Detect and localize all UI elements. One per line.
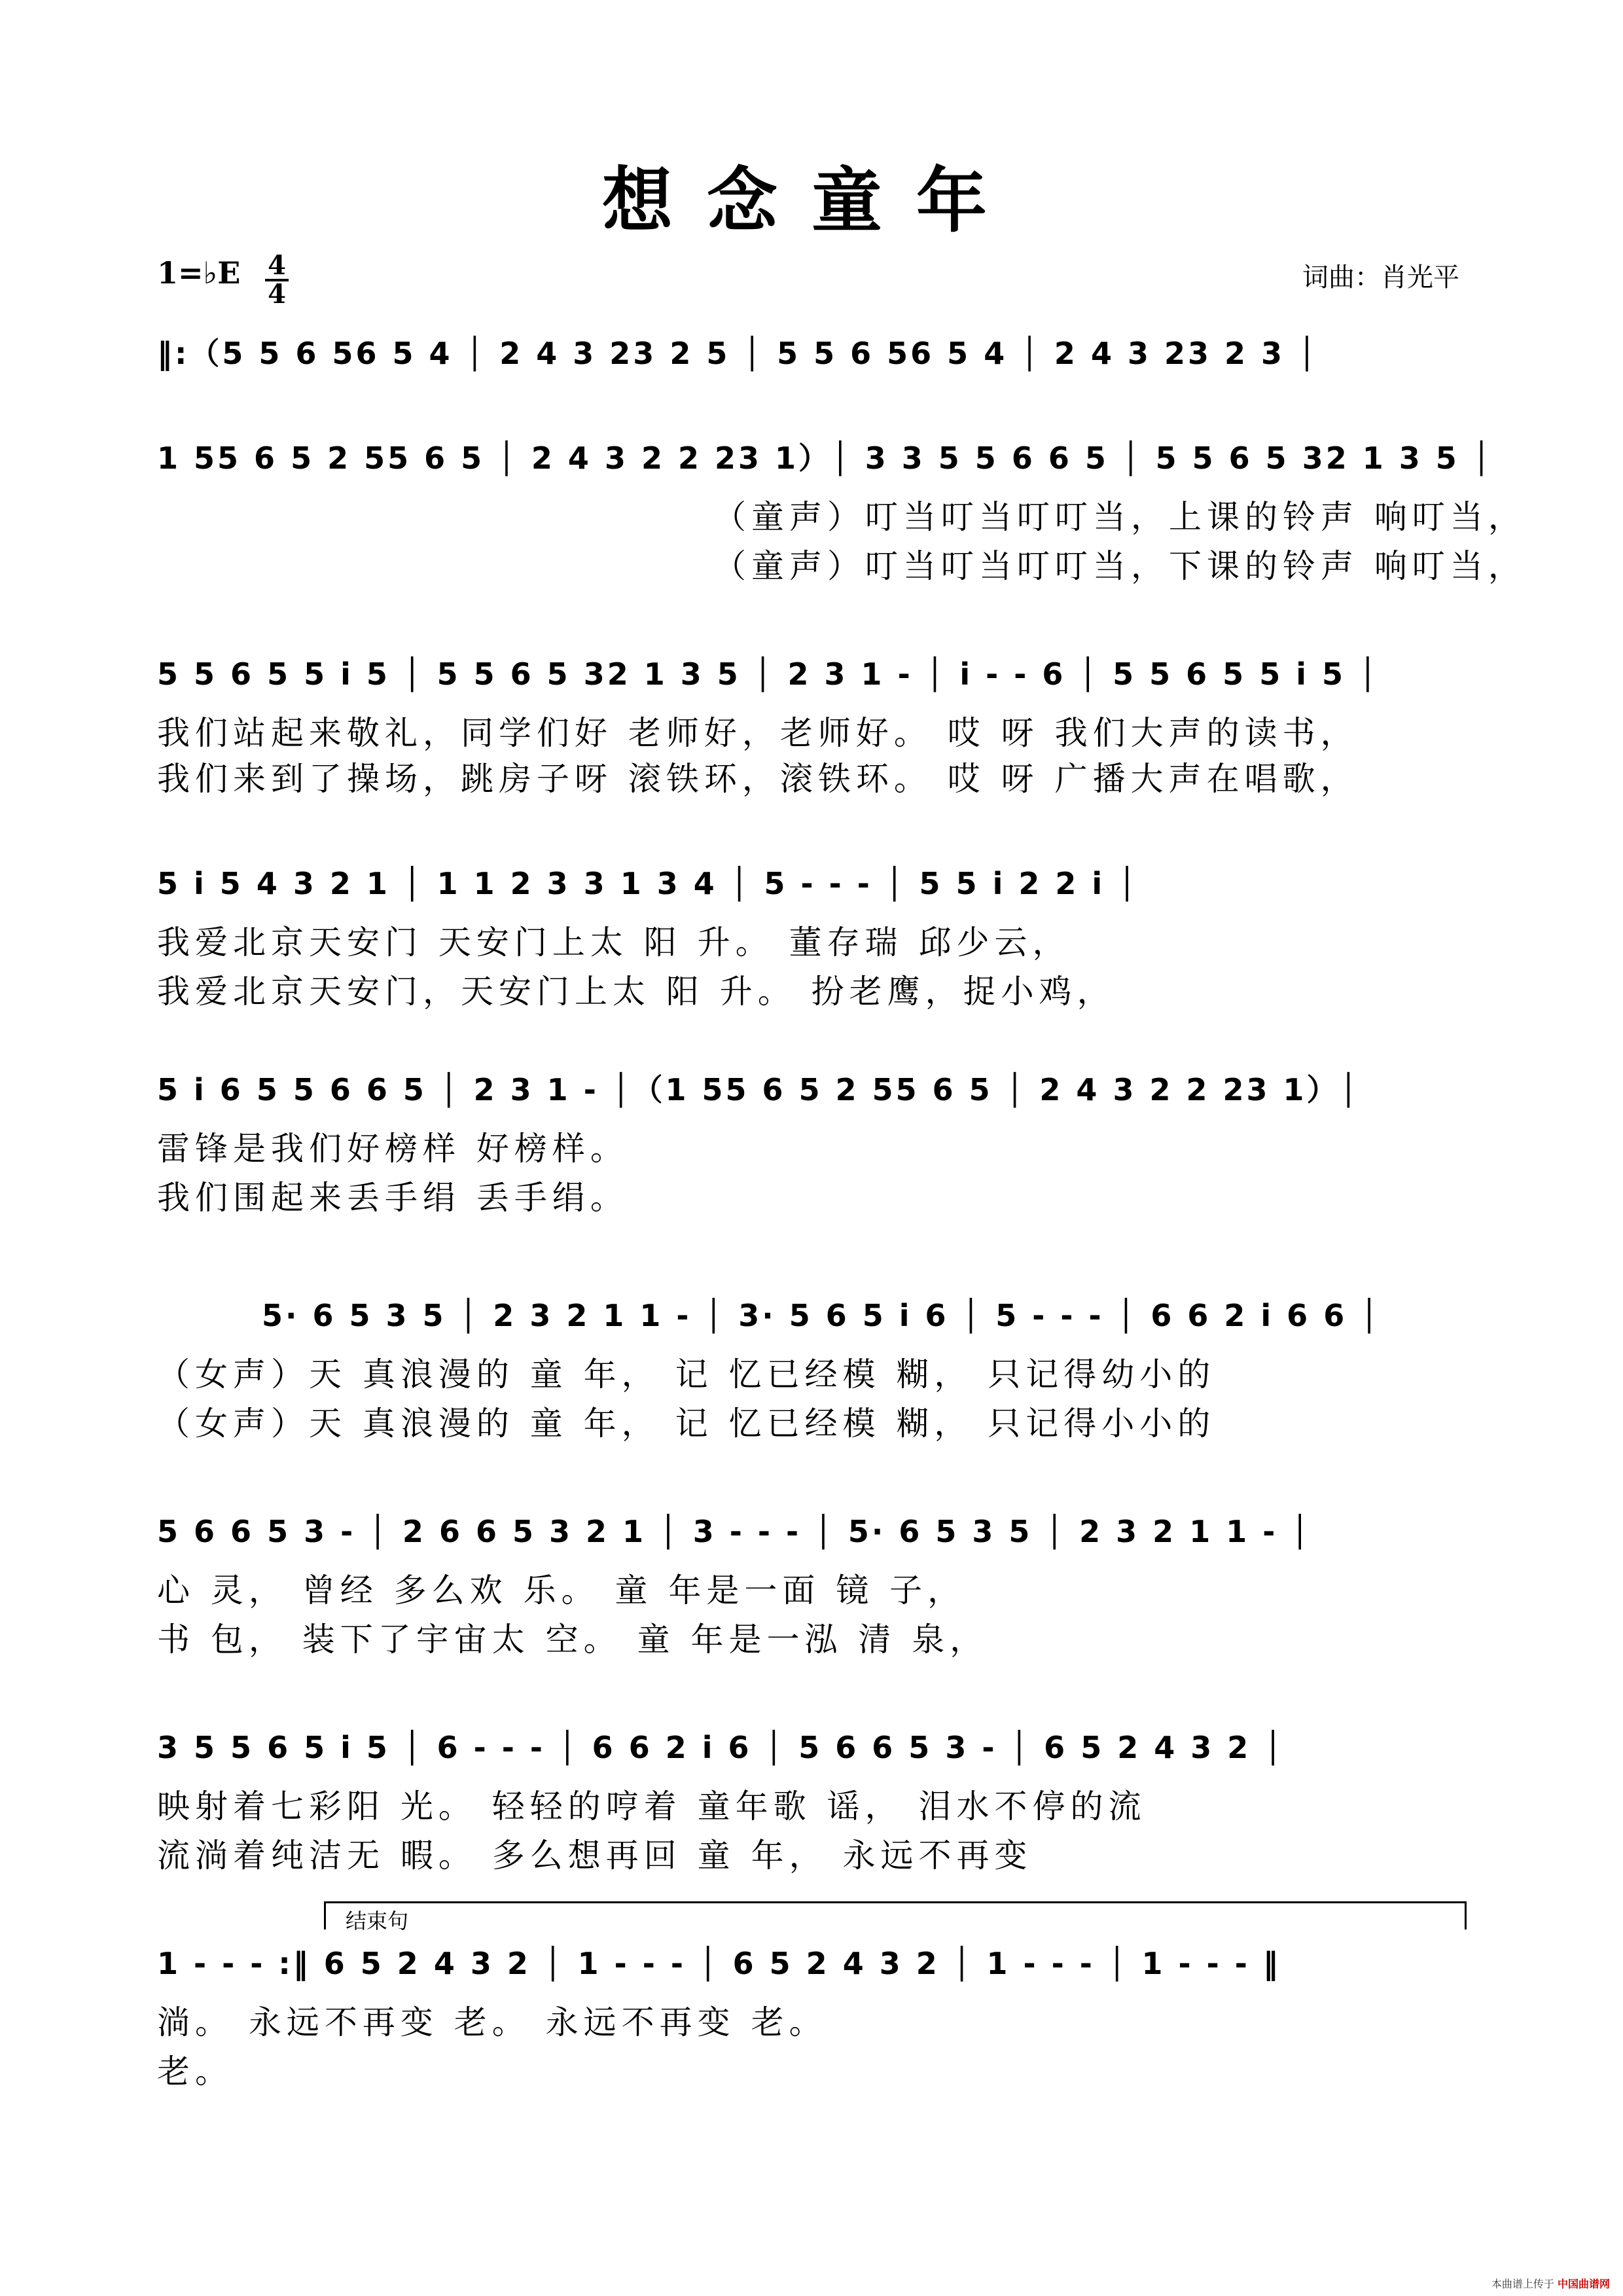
lyric-verse-1: 映射着七彩阳 光。 轻轻的哼着 童年歌 谣， 泪水不停的流 [157, 1787, 1147, 1825]
lyric-verse-2: 我们围起来丢手绢 丢手绢。 [157, 1179, 628, 1217]
footer-site: 中国曲谱网 [1557, 2278, 1610, 2290]
notes-line: 5 5 6 5 5 i 5 │ 5 5 6 5 32 1 3 5 │ 2 3 1 - │ i - - 6 │ 5 5 6 5 5 i 5 │ [157, 656, 1380, 692]
footer-text: 本曲谱上传于 [1491, 2278, 1554, 2290]
lyric-verse-1: 我爱北京天安门 天安门上太 阳 升。 董存瑞 邱少云， [157, 924, 1071, 961]
lyric-verse-1: （女声）天 真浪漫的 童 年， 记 忆已经模 糊， 只记得幼小的 [157, 1355, 1216, 1393]
ending-bracket [324, 1901, 1467, 1933]
lyric-verse-1: 雷锋是我们好榜样 好榜样。 [157, 1130, 628, 1168]
lyric-verse-2: 我们来到了操场，跳房子呀 滚铁环，滚铁环。 哎 呀 广播大声在唱歌， [157, 760, 1359, 798]
lyric-verse-1: 我们站起来敬礼，同学们好 老师好，老师好。 哎 呀 我们大声的读书， [157, 714, 1359, 752]
notes-line: 3 5 5 6 5 i 5 │ 6 - - - │ 6 6 2 i 6 │ 5 6 6 5 3 - │ 6 5 2 4 3 2 │ [157, 1730, 1285, 1765]
lyric-verse-2: 流淌着纯洁无 暇。 多么想再回 童 年， 永远不再变 [157, 1837, 1033, 1874]
time-signature [265, 250, 289, 310]
ending-label: 结束句 [346, 1909, 409, 1933]
lyric-verse-1: 淌。 永远不再变 老。 永远不再变 老。 [157, 2003, 827, 2041]
time-numerator: 4 [265, 253, 289, 281]
lyric-verse-1: （童声）叮当叮当叮叮当，上课的铃声 响叮当， [713, 498, 1526, 536]
lyric-verse-2: （女声）天 真浪漫的 童 年， 记 忆已经模 糊， 只记得小小的 [157, 1405, 1216, 1443]
notes-line: 5· 6 5 3 5 │ 2 3 2 1 1 - │ 3· 5 6 5 i 6 │ 5 - - - │ 6 6 2 i 6 6 │ [262, 1298, 1381, 1333]
notes-line: 1 - - - :‖ 6 5 2 4 3 2 │ 1 - - - │ 6 5 2 4 3 2 │ 1 - - - │ 1 - - - ‖ [157, 1946, 1281, 1981]
time-denominator: 4 [268, 279, 286, 310]
song-title: 想念童年 [601, 160, 1021, 242]
lyric-verse-2: 书 包， 装下了宇宙太 空。 童 年是一泓 清 泉， [157, 1621, 988, 1659]
lyric-verse-2: 我爱北京天安门，天安门上太 阳 升。 扮老鹰，捉小鸡， [157, 973, 1115, 1011]
key-signature: 1=♭E [157, 255, 241, 291]
notes-line: 5 i 5 4 3 2 1 │ 1 1 2 3 3 1 3 4 │ 5 - - - │ 5 5 i 2 2 i │ [157, 866, 1139, 901]
source-footer [1491, 2276, 1610, 2291]
notes-line: 5 i 6 5 5 6 6 5 │ 2 3 1 - │（1 55 6 5 2 55 6 5 │ 2 4 3 2 2 23 1）│ [157, 1072, 1361, 1107]
notes-line: 5 6 6 5 3 - │ 2 6 6 5 3 2 1 │ 3 - - - │ 5· 6 5 3 5 │ 2 3 2 1 1 - │ [157, 1514, 1312, 1549]
composer-credit: 词曲：肖光平 [1302, 262, 1459, 293]
lyric-verse-1: 心 灵， 曾经 多么欢 乐。 童 年是一面 镜 子， [157, 1571, 966, 1609]
notes-line: 1 55 6 5 2 55 6 5 │ 2 4 3 2 2 23 1）│ 3 3 5 5 6 6 5 │ 5 5 6 5 32 1 3 5 │ [157, 440, 1493, 476]
notes-line: ‖:（5 5 6 56 5 4 │ 2 4 3 23 2 5 │ 5 5 6 56 5 4 │ 2 4 3 23 2 3 │ [157, 336, 1319, 371]
lyric-verse-2: （童声）叮当叮当叮叮当，下课的铃声 响叮当， [713, 547, 1526, 585]
lyric-verse-2: 老。 [157, 2053, 233, 2090]
